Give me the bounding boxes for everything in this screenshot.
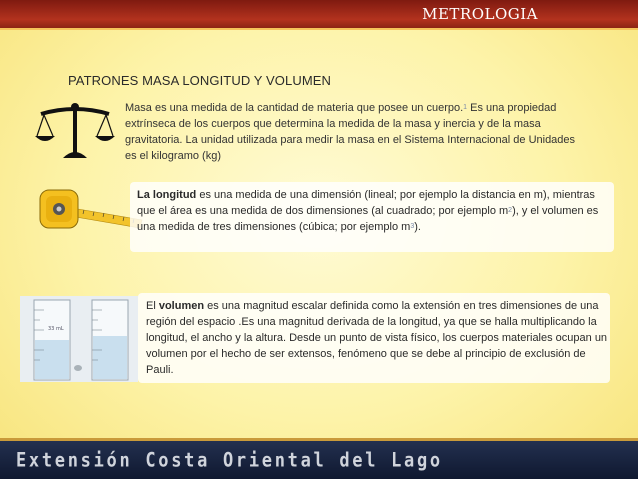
footnote-ref[interactable]: 1 — [463, 104, 468, 111]
header-bar — [0, 0, 638, 28]
header-title: METROLOGIA — [422, 5, 538, 23]
page-title: PATRONES MASA LONGITUD Y VOLUMEN — [68, 73, 332, 88]
footer-text: Extensión Costa Oriental del Lago — [16, 449, 443, 472]
longitud-paragraph: La longitud es una medida de una dimensión (lineal; por ejemplo la distancia en m), mientras que el área es una medida de dos dimensiones (al cuadrado; por ejemplo $m^2$), y el volumen es una medida de tres dimensiones (cúbica; por ejemplo $m^3$). — [137, 189, 599, 233]
tape-measure-image — [34, 180, 144, 240]
masa-paragraph: Masa es una medida de la cantidad de materia que posee un cuerpo.$^1$ Es una propiedad extrínseca de los cuerpos que determina la medida de la masa y inercia y de la masa gravitatoria. La unidad utilizada para medir la masa en el Sistema Internacional de Unidades es el kilogramo (kg) — [125, 102, 576, 162]
volumen-paragraph: El volumen es una magnitud escalar definida como la extensión en tres dimensiones de una región del espacio .Es una magnitud derivada de la longitud, ya que se halla multiplicando la longitud, el ancho y la altura. Desde un punto de vista físico, los cuerpos materiales ocupan un volumen por el hecho de ser extensos, fenómeno que se debe al principio de exclusión de Pauli. — [146, 300, 608, 376]
graduated-cylinders-image — [20, 296, 138, 382]
balance-scale-icon — [35, 100, 115, 162]
header-divider — [0, 28, 638, 30]
cylinder-label: 33 mL — [48, 326, 64, 332]
